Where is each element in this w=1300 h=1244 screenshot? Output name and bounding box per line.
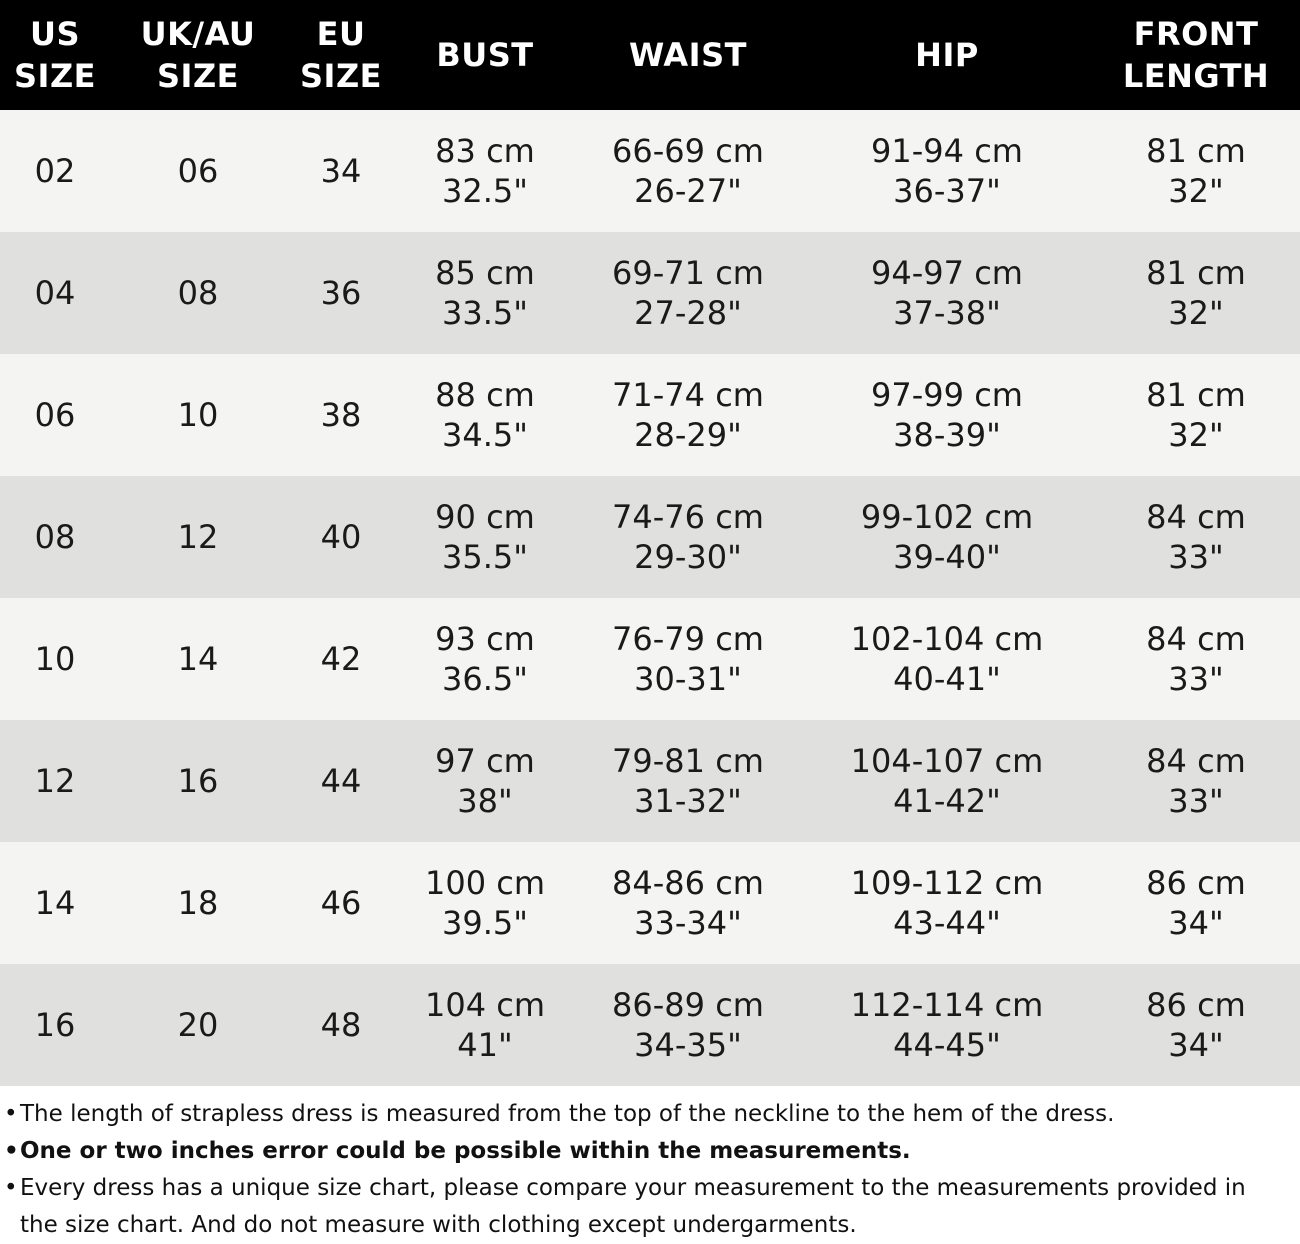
value-cm: 86 cm: [1146, 986, 1246, 1024]
header-line: LENGTH: [1122, 57, 1270, 95]
cell-eu-size: 42: [320, 640, 362, 678]
cell-hip: [802, 232, 1092, 354]
value-inch: 32": [1168, 416, 1224, 454]
cell-hip: [802, 720, 1092, 842]
value-cm: 104 cm: [424, 986, 545, 1024]
cell-uk-au-size: 18: [177, 884, 219, 922]
header-eu-size: [286, 0, 396, 110]
cell-hip: [802, 842, 1092, 964]
header-us-size: [0, 0, 110, 110]
value-inch: 30-31": [634, 660, 742, 698]
value-cm: 104-107 cm: [850, 742, 1044, 780]
table-row: [0, 964, 1300, 1086]
header-line: WAIST: [629, 36, 747, 74]
value-inch: 33": [1168, 782, 1224, 820]
header-line: SIZE: [13, 57, 96, 95]
value-cm: 97 cm: [435, 742, 535, 780]
cell-front-length: [1092, 110, 1300, 232]
value-cm: 109-112 cm: [850, 864, 1044, 902]
cell-eu-size: 40: [320, 518, 362, 556]
cell-bust: [396, 476, 574, 598]
cell-bust: [396, 232, 574, 354]
cell-waist: [574, 964, 802, 1086]
value-inch: 36.5": [442, 660, 528, 698]
cell-hip: [802, 476, 1092, 598]
cell-bust: [396, 354, 574, 476]
bullet-icon: •: [4, 1138, 19, 1164]
value-cm: 86 cm: [1146, 864, 1246, 902]
cell-eu-size: 46: [320, 884, 362, 922]
cell-eu-size: 38: [320, 396, 362, 434]
value-cm: 81 cm: [1146, 376, 1246, 414]
value-cm: 88 cm: [435, 376, 535, 414]
value-inch: 32.5": [442, 172, 528, 210]
value-inch: 27-28": [634, 294, 742, 332]
cell-waist: [574, 232, 802, 354]
cell-us-size: 02: [34, 152, 76, 190]
value-inch: 37-38": [893, 294, 1001, 332]
value-inch: 28-29": [634, 416, 742, 454]
table-row: [0, 598, 1300, 720]
value-inch: 33": [1168, 660, 1224, 698]
value-inch: 35.5": [442, 538, 528, 576]
cell-eu-size: 36: [320, 274, 362, 312]
cell-front-length: [1092, 232, 1300, 354]
value-inch: 44-45": [893, 1026, 1001, 1064]
cell-bust: [396, 598, 574, 720]
cell-waist: [574, 354, 802, 476]
header-uk-au-size: [110, 0, 286, 110]
bullet-icon: •: [4, 1175, 18, 1201]
cell-uk-au-size: 14: [177, 640, 219, 678]
header-bust: [396, 0, 574, 110]
note-item: [4, 1096, 1280, 1133]
note-text: The length of strapless dress is measured from the top of the neckline to the hem of the dress.: [20, 1101, 1115, 1127]
value-inch: 33-34": [634, 904, 742, 942]
cell-us-size: 08: [34, 518, 76, 556]
cell-us-size: 14: [34, 884, 76, 922]
header-line: FRONT: [1133, 15, 1259, 53]
value-cm: 84 cm: [1146, 620, 1246, 658]
value-inch: 32": [1168, 172, 1224, 210]
value-cm: 74-76 cm: [612, 498, 764, 536]
value-inch: 38": [457, 782, 513, 820]
header-line: EU: [316, 15, 366, 53]
value-inch: 33": [1168, 538, 1224, 576]
value-cm: 94-97 cm: [871, 254, 1023, 292]
header-line: BUST: [436, 36, 534, 74]
cell-us-size: 12: [34, 762, 76, 800]
cell-waist: [574, 842, 802, 964]
value-inch: 34.5": [442, 416, 528, 454]
cell-front-length: [1092, 598, 1300, 720]
cell-uk-au-size: 12: [177, 518, 219, 556]
cell-hip: [802, 598, 1092, 720]
table-body: [0, 110, 1300, 1086]
value-inch: 39-40": [893, 538, 1001, 576]
value-inch: 41": [457, 1026, 513, 1064]
value-cm: 97-99 cm: [871, 376, 1023, 414]
cell-front-length: [1092, 354, 1300, 476]
header-waist: [574, 0, 802, 110]
bullet-icon: •: [4, 1101, 18, 1127]
cell-eu-size: 34: [320, 152, 362, 190]
cell-us-size: 16: [34, 1006, 76, 1044]
value-inch: 39.5": [442, 904, 528, 942]
header-line: SIZE: [156, 57, 239, 95]
value-cm: 86-89 cm: [612, 986, 764, 1024]
cell-hip: [802, 964, 1092, 1086]
table-row: [0, 232, 1300, 354]
value-cm: 83 cm: [435, 132, 535, 170]
value-cm: 102-104 cm: [850, 620, 1044, 658]
value-inch: 43-44": [893, 904, 1001, 942]
cell-hip: [802, 110, 1092, 232]
value-cm: 81 cm: [1146, 132, 1246, 170]
table-row: [0, 720, 1300, 842]
cell-waist: [574, 476, 802, 598]
value-cm: 71-74 cm: [612, 376, 764, 414]
note-item: [4, 1170, 1280, 1244]
cell-hip: [802, 354, 1092, 476]
note-text: Every dress has a unique size chart, please compare your measurement to the measurements provided in the size chart. And do not measure with clothing except undergarments.: [20, 1175, 1246, 1238]
value-inch: 40-41": [893, 660, 1001, 698]
header-front-length: [1092, 0, 1300, 110]
cell-bust: [396, 720, 574, 842]
header-line: HIP: [915, 36, 979, 74]
header-line: US: [29, 15, 81, 53]
cell-uk-au-size: 20: [177, 1006, 219, 1044]
cell-uk-au-size: 16: [177, 762, 219, 800]
value-cm: 84 cm: [1146, 498, 1246, 536]
cell-front-length: [1092, 720, 1300, 842]
value-inch: 36-37": [893, 172, 1001, 210]
value-cm: 99-102 cm: [860, 498, 1034, 536]
cell-us-size: 10: [34, 640, 76, 678]
cell-waist: [574, 110, 802, 232]
cell-bust: [396, 964, 574, 1086]
value-inch: 38-39": [893, 416, 1001, 454]
value-inch: 34-35": [634, 1026, 742, 1064]
value-cm: 90 cm: [435, 498, 535, 536]
value-cm: 81 cm: [1146, 254, 1246, 292]
value-inch: 29-30": [634, 538, 742, 576]
header-hip: [802, 0, 1092, 110]
cell-eu-size: 44: [320, 762, 362, 800]
table-row: [0, 842, 1300, 964]
value-cm: 76-79 cm: [612, 620, 764, 658]
table-row: [0, 110, 1300, 232]
value-cm: 66-69 cm: [612, 132, 764, 170]
cell-waist: [574, 598, 802, 720]
cell-us-size: 06: [34, 396, 76, 434]
cell-bust: [396, 110, 574, 232]
table-row: [0, 354, 1300, 476]
cell-uk-au-size: 10: [177, 396, 219, 434]
cell-front-length: [1092, 964, 1300, 1086]
value-inch: 32": [1168, 294, 1224, 332]
table-row: [0, 476, 1300, 598]
value-inch: 33.5": [442, 294, 528, 332]
note-text: One or two inches error could be possible within the measurements.: [20, 1138, 911, 1164]
cell-us-size: 04: [34, 274, 76, 312]
cell-front-length: [1092, 842, 1300, 964]
cell-waist: [574, 720, 802, 842]
table-header-row: [0, 0, 1300, 110]
value-cm: 93 cm: [435, 620, 535, 658]
cell-front-length: [1092, 476, 1300, 598]
value-cm: 100 cm: [424, 864, 545, 902]
cell-uk-au-size: 08: [177, 274, 219, 312]
value-cm: 112-114 cm: [850, 986, 1044, 1024]
value-cm: 84-86 cm: [612, 864, 764, 902]
value-cm: 84 cm: [1146, 742, 1246, 780]
cell-bust: [396, 842, 574, 964]
cell-uk-au-size: 06: [177, 152, 219, 190]
value-cm: 91-94 cm: [871, 132, 1023, 170]
header-line: SIZE: [299, 57, 382, 95]
value-inch: 26-27": [634, 172, 742, 210]
value-inch: 34": [1168, 1026, 1224, 1064]
cell-eu-size: 48: [320, 1006, 362, 1044]
value-cm: 69-71 cm: [612, 254, 764, 292]
size-notes: [0, 1086, 1300, 1244]
value-inch: 34": [1168, 904, 1224, 942]
note-item: [4, 1133, 1280, 1170]
value-cm: 79-81 cm: [612, 742, 764, 780]
value-inch: 41-42": [893, 782, 1001, 820]
value-inch: 31-32": [634, 782, 742, 820]
value-cm: 85 cm: [435, 254, 535, 292]
header-line: UK/AU: [140, 15, 256, 53]
